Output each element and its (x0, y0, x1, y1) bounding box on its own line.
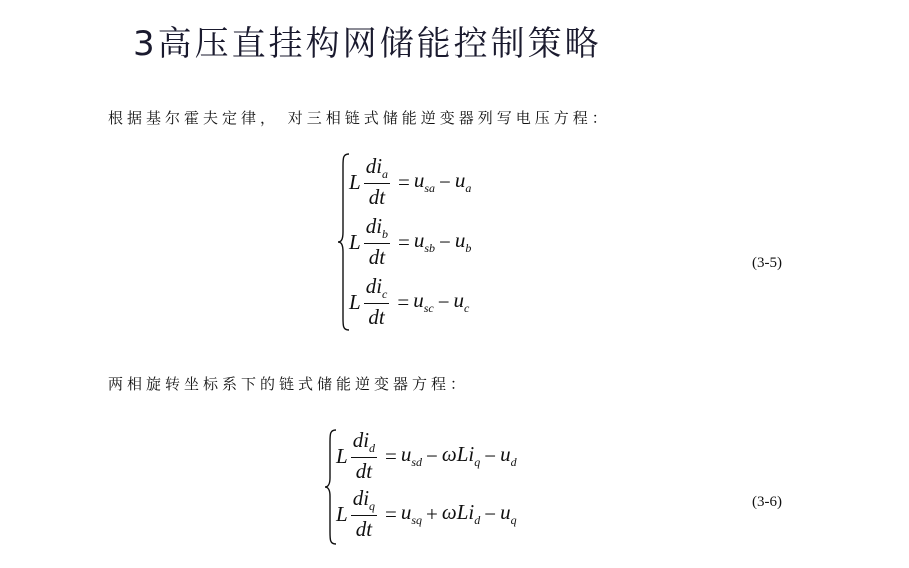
coupling-var: ωLi (441, 442, 475, 466)
equation-number-3-6: (3-6) (752, 494, 782, 510)
rhs-sub: a (465, 181, 472, 195)
coupling-term (442, 500, 480, 528)
equation-line-c (349, 276, 469, 328)
rhs-var: u (500, 500, 511, 524)
rhs-var: u (454, 228, 466, 252)
rhs-sub: sq (411, 513, 423, 527)
rhs-term (454, 288, 470, 316)
coupling-var: ωLi (441, 500, 475, 524)
rhs-sub: sa (424, 181, 436, 195)
rhs-var: u (413, 288, 424, 312)
rhs-var: u (453, 288, 465, 312)
rhs-term (413, 288, 434, 316)
coef-L: L (336, 501, 348, 526)
num-var: di (352, 428, 370, 452)
coupling-sub: q (474, 455, 481, 469)
operator: − (484, 501, 497, 526)
page-title: 3高压直挂构网储能控制策略 (133, 24, 602, 64)
operator: − (439, 169, 451, 194)
rhs-var: u (413, 228, 425, 252)
num-var: di (365, 214, 383, 238)
num-sub: c (382, 287, 388, 301)
num-sub: a (382, 167, 389, 181)
rhs-term (500, 500, 517, 528)
rhs-term (401, 500, 422, 528)
coupling-sub: d (474, 513, 481, 527)
rhs-sub: sd (411, 455, 423, 469)
fraction-numerator (364, 216, 390, 244)
coef-L: L (336, 443, 348, 468)
rhs-sub: c (464, 301, 470, 315)
equation-line-b (349, 216, 471, 268)
rhs-var: u (400, 500, 412, 524)
equation-line-d (336, 430, 517, 482)
num-sub: b (382, 227, 389, 241)
equals-sign: = (397, 289, 410, 314)
equals-sign: = (398, 169, 410, 194)
rhs-sub: b (465, 241, 472, 255)
num-var: di (365, 154, 383, 178)
num-sub: d (369, 441, 376, 455)
fraction-denominator: dt (355, 517, 373, 541)
operator: + (426, 501, 438, 526)
fraction-denominator: dt (368, 305, 385, 329)
fraction-denominator: dt (355, 459, 373, 483)
operator: − (437, 289, 450, 314)
equals-sign: = (385, 443, 397, 468)
fraction-denominator: dt (368, 185, 386, 209)
num-sub: q (369, 499, 376, 513)
num-var: di (352, 486, 370, 510)
coef-L: L (349, 289, 361, 314)
rhs-term (414, 168, 435, 196)
coef-L: L (349, 169, 361, 194)
fraction (351, 430, 377, 482)
rhs-term (455, 168, 472, 196)
operator: − (439, 229, 451, 254)
paragraph-kirchhoff: 根据基尔霍夫定律， 对三相链式储能逆变器列写电压方程： (108, 109, 611, 127)
fraction (364, 216, 390, 268)
fraction-numerator (364, 156, 390, 184)
rhs-var: u (500, 442, 511, 466)
coupling-term (442, 442, 480, 470)
equation-line-q (336, 488, 517, 540)
equation-number-3-5: (3-5) (752, 255, 782, 271)
num-var: di (365, 274, 383, 298)
fraction-denominator: dt (368, 245, 386, 269)
fraction-numerator (364, 276, 390, 304)
coef-L: L (349, 229, 361, 254)
rhs-var: u (413, 168, 425, 192)
fraction (364, 276, 390, 328)
fraction (364, 156, 390, 208)
rhs-var: u (454, 168, 466, 192)
rhs-sub: sb (424, 241, 436, 255)
equation-line-a (349, 156, 471, 208)
rhs-var: u (400, 442, 412, 466)
rhs-term (414, 228, 435, 256)
rhs-sub: d (510, 455, 517, 469)
fraction-numerator (351, 430, 377, 458)
rhs-term (401, 442, 422, 470)
fraction-numerator (351, 488, 377, 516)
equals-sign: = (398, 229, 410, 254)
rhs-sub: sc (423, 301, 434, 315)
operator: − (484, 443, 497, 468)
rhs-term (455, 228, 472, 256)
paragraph-two-phase: 两相旋转坐标系下的链式储能逆变器方程： (108, 375, 470, 393)
rhs-sub: q (510, 513, 517, 527)
rhs-term (500, 442, 517, 470)
operator: − (426, 443, 438, 468)
fraction (351, 488, 377, 540)
equals-sign: = (385, 501, 397, 526)
